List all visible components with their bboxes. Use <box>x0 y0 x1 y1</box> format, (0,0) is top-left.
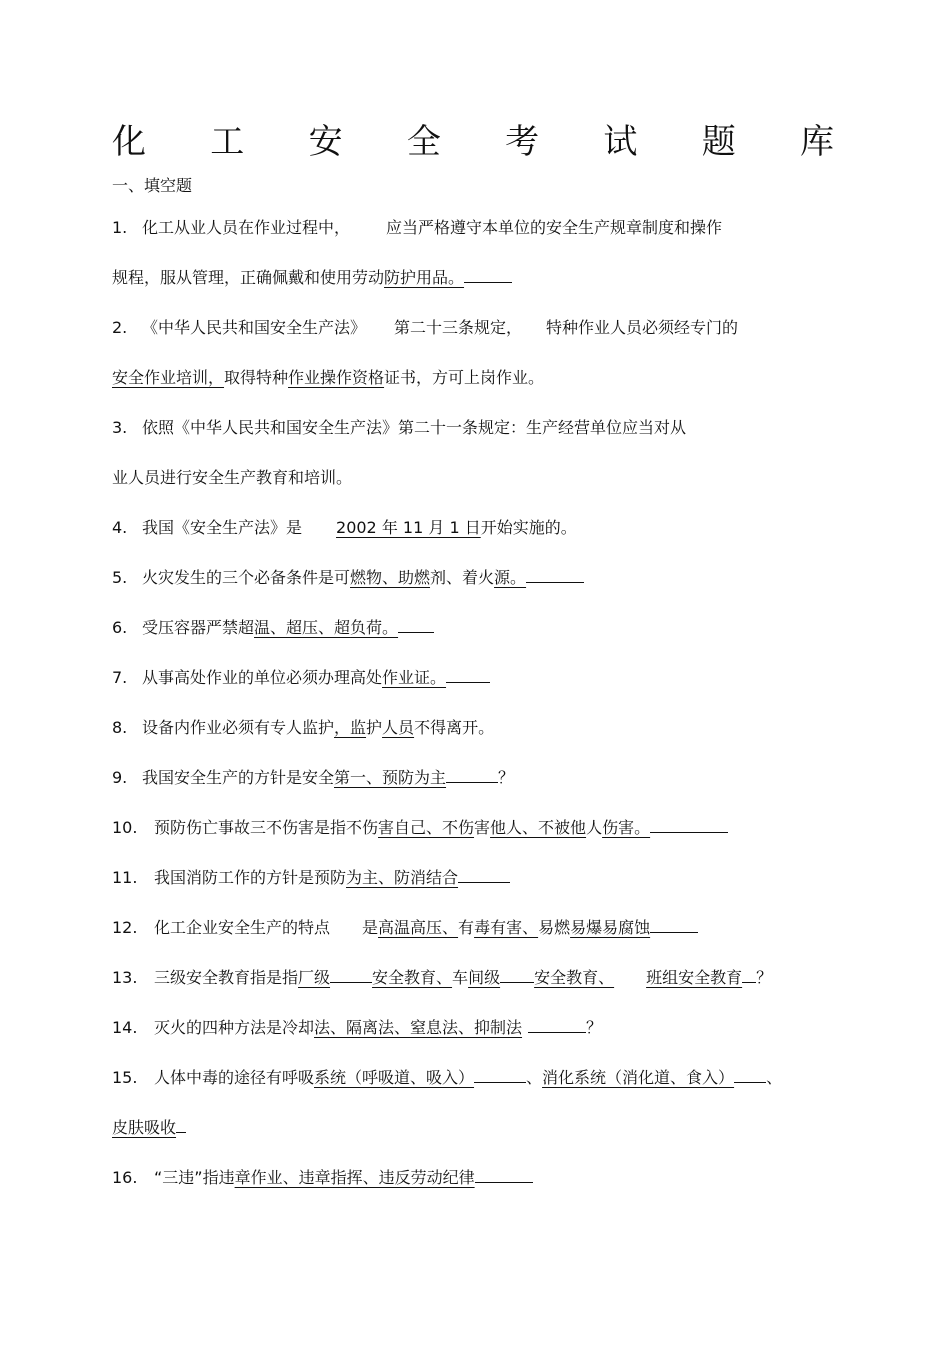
answer-text: 伤害。 <box>602 818 651 837</box>
title-char: 题 <box>701 122 736 162</box>
question-text: 人 <box>586 818 603 837</box>
answer-blank <box>500 966 534 983</box>
answer-blank <box>528 1016 586 1033</box>
answer-blank <box>446 666 490 683</box>
answer-text: 高温高压、 <box>378 918 459 937</box>
question-number: 9. <box>112 768 128 787</box>
question-text: 灭火的四种方法是冷却 <box>154 1018 315 1037</box>
answer-blank <box>458 866 510 883</box>
question-4 <box>112 516 577 540</box>
question-number: 1. <box>112 218 128 237</box>
question-15-line-2 <box>112 1116 186 1140</box>
answer-text: 法、隔离法、窒息法、抑制法 <box>314 1018 523 1037</box>
question-text: 不得离开。 <box>414 718 495 737</box>
question-number: 8. <box>112 718 128 737</box>
answer-text: 第一、预防为主 <box>334 768 447 787</box>
answer-text: 作业证。 <box>382 668 447 687</box>
question-text: “三违”指违 <box>154 1168 235 1187</box>
answer-blank <box>742 966 756 983</box>
answer-blank <box>734 1066 766 1083</box>
question-text: 预防伤亡事故三不伤害是指不伤 <box>154 818 379 837</box>
answer-text: 消化系统（消化道、食入） <box>542 1068 735 1087</box>
question-text: 特种作业人员必须经专门的 <box>546 318 739 337</box>
question-number: 3. <box>112 418 128 437</box>
answer-text: 温、超压、超 <box>254 618 351 637</box>
question-8 <box>112 716 494 740</box>
answer-text: 毒有害、 <box>474 918 539 937</box>
question-text: ？ <box>586 1018 603 1037</box>
answer-text: 防护用品。 <box>384 268 465 287</box>
answer-text: 他人、不被他 <box>490 818 587 837</box>
question-text: 、 <box>526 1068 543 1087</box>
question-number: 14. <box>112 1018 138 1037</box>
answer-text: 易爆易腐蚀 <box>570 918 651 937</box>
question-text: 从事高处作业的单位必须办理高处 <box>142 668 383 687</box>
answer-text: 燃物、助燃 <box>350 568 431 587</box>
question-text: 是 <box>362 918 379 937</box>
question-6 <box>112 616 434 640</box>
question-text: 设备内作业必须有专人监护 <box>142 718 335 737</box>
question-number: 16. <box>112 1168 138 1187</box>
question-text: 人体中毒的途径有呼吸 <box>154 1068 315 1087</box>
page-title <box>112 118 834 166</box>
question-text: 车 <box>452 968 469 987</box>
answer-text: 2002 年 11 月 1 日 <box>336 518 481 537</box>
answer-text: 系统（呼吸道、吸入） <box>314 1068 475 1087</box>
question-text: 护 <box>366 718 383 737</box>
question-10 <box>112 816 728 840</box>
question-text: ？ <box>498 768 515 787</box>
title-char: 考 <box>505 122 540 162</box>
question-16 <box>112 1166 533 1190</box>
question-text: 我国《安全生产法》是 <box>142 518 303 537</box>
question-2-line-2 <box>112 366 544 390</box>
answer-text: 人员 <box>382 718 415 737</box>
question-text: 易燃 <box>538 918 571 937</box>
question-5 <box>112 566 584 590</box>
question-text: 我国安全生产的方针是安全 <box>142 768 335 787</box>
title-char: 化 <box>112 122 146 162</box>
question-text: 取得特种 <box>224 368 289 387</box>
question-number: 10. <box>112 818 138 837</box>
question-text: 应当严格遵守本单位的安全生产规章制度和操作 <box>386 218 723 237</box>
question-text: 受压容器严禁超 <box>142 618 255 637</box>
question-text: 化工企业安全生产的特点 <box>154 918 331 937</box>
answer-blank <box>176 1116 186 1133</box>
question-3-line-1 <box>112 416 686 440</box>
question-number: 4. <box>112 518 128 537</box>
section-heading: 一、填空题 <box>112 176 193 195</box>
answer-blank <box>446 766 498 783</box>
answer-blank <box>650 816 728 833</box>
answer-text: 安全教育、 <box>534 968 615 987</box>
answer-text: 源。 <box>494 568 527 587</box>
question-11 <box>112 866 510 890</box>
question-number: 6. <box>112 618 128 637</box>
question-15-line-1 <box>112 1066 782 1090</box>
answer-text: 作业操作资格 <box>288 368 385 387</box>
question-text: 我国消防工作的方针是预防 <box>154 868 347 887</box>
answer-text: 章作业、违章指挥、违反劳动纪律 <box>234 1168 475 1187</box>
question-12 <box>112 916 698 940</box>
title-char: 安 <box>308 122 343 162</box>
question-number: 13. <box>112 968 138 987</box>
question-text: 、 <box>766 1068 783 1087</box>
question-9 <box>112 766 514 790</box>
answer-text: 害自己、不伤 <box>378 818 475 837</box>
question-text: 证书，方可上岗作业。 <box>384 368 545 387</box>
answer-blank <box>398 616 434 633</box>
question-number: 2. <box>112 318 128 337</box>
question-text: 业人员进行安全生产教育和培训。 <box>112 468 353 487</box>
answer-blank <box>526 566 584 583</box>
answer-text: 负荷。 <box>350 618 399 637</box>
answer-text: 皮肤吸收 <box>112 1118 177 1137</box>
question-14 <box>112 1016 602 1040</box>
title-char: 试 <box>603 122 638 162</box>
question-text: 开始实施的。 <box>480 518 577 537</box>
question-text: 第二十三条规定， <box>394 318 523 337</box>
question-number: 5. <box>112 568 128 587</box>
answer-text: 为主、防消结合 <box>346 868 459 887</box>
question-text: ？ <box>756 968 773 987</box>
question-13 <box>112 966 772 990</box>
question-number: 11. <box>112 868 138 887</box>
answer-text: 安全作业培训， <box>112 368 225 387</box>
question-text: 依照《中华人民共和国安全生产法》第二十一条规定：生产经营单位应当对从 <box>142 418 687 437</box>
question-number: 12. <box>112 918 138 937</box>
question-1-line-2 <box>112 266 512 290</box>
answer-text: 班组安全教育 <box>646 968 743 987</box>
title-char: 库 <box>799 122 834 162</box>
question-number: 15. <box>112 1068 138 1087</box>
question-7 <box>112 666 490 690</box>
answer-blank <box>475 1166 533 1183</box>
answer-text: 间级 <box>468 968 501 987</box>
answer-blank <box>650 916 698 933</box>
question-1-line-1 <box>112 216 722 240</box>
question-2-line-1 <box>112 316 738 340</box>
answer-text: ，监 <box>334 718 367 737</box>
question-text: 化工从业人员在作业过程中， <box>142 218 351 237</box>
answer-text: 安全教育、 <box>372 968 453 987</box>
answer-blank <box>474 1066 526 1083</box>
question-text: 害 <box>474 818 491 837</box>
question-text: 规程，服从管理，正确佩戴和使用劳动 <box>112 268 385 287</box>
question-text: 《中华人民共和国安全生产法》 <box>142 318 367 337</box>
title-char: 全 <box>406 122 441 162</box>
answer-text: 厂级 <box>298 968 331 987</box>
question-text: 有 <box>458 918 475 937</box>
question-text: 剂、着火 <box>430 568 495 587</box>
title-char: 工 <box>210 122 245 162</box>
question-number: 7. <box>112 668 128 687</box>
question-text: 三级安全教育指是指 <box>154 968 299 987</box>
question-text: 火灾发生的三个必备条件是可 <box>142 568 351 587</box>
question-3-line-2 <box>112 466 352 490</box>
answer-blank <box>330 966 372 983</box>
answer-blank <box>464 266 512 283</box>
